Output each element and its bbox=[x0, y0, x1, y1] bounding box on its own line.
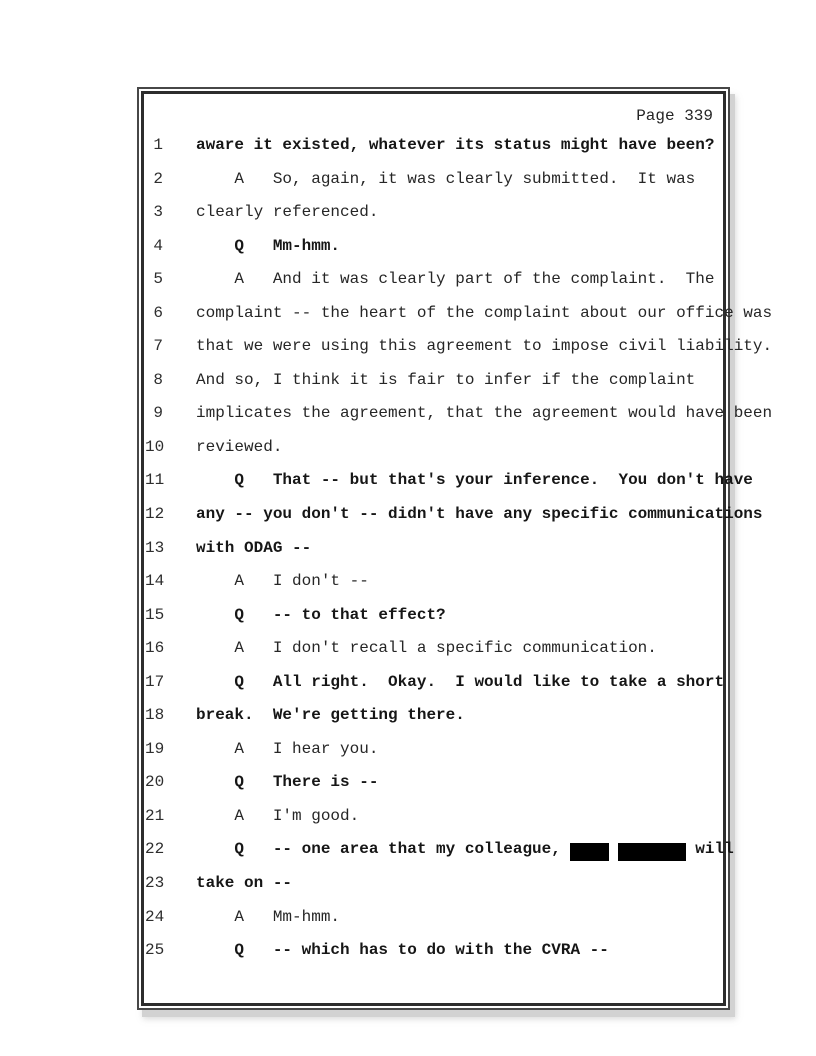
line-number: 19 bbox=[145, 739, 165, 758]
transcript-line-1 bbox=[144, 136, 723, 170]
line-text: A I don't recall a specific communication. bbox=[196, 639, 657, 658]
speaker-label: Q bbox=[196, 773, 273, 792]
line-text: Q -- one area that my colleague, will bbox=[196, 840, 734, 858]
line-text: Q There is -- bbox=[196, 773, 379, 792]
line-number: 25 bbox=[145, 941, 165, 960]
speaker-label: Q bbox=[196, 236, 273, 255]
speaker-label: A bbox=[196, 806, 273, 825]
line-number: 14 bbox=[145, 572, 165, 591]
speaker-label: Q bbox=[196, 941, 273, 960]
transcript-line-9 bbox=[144, 404, 773, 438]
transcript-line-25 bbox=[144, 941, 723, 975]
transcript-line-10 bbox=[144, 438, 723, 472]
transcript-line-23 bbox=[144, 874, 723, 908]
line-number: 5 bbox=[153, 270, 163, 289]
redaction-box bbox=[570, 843, 608, 861]
line-text: A I hear you. bbox=[196, 739, 379, 758]
transcript-lines bbox=[144, 136, 773, 975]
line-number: 8 bbox=[153, 370, 163, 389]
line-number: 2 bbox=[153, 169, 163, 188]
line-text: that we were using this agreement to impose civil liability. bbox=[196, 337, 773, 356]
line-number: 16 bbox=[145, 639, 165, 658]
line-number: 9 bbox=[153, 404, 163, 423]
line-text: Q All right. Okay. I would like to take a short bbox=[196, 672, 725, 691]
line-number: 22 bbox=[145, 840, 165, 859]
line-text: clearly referenced. bbox=[196, 203, 379, 222]
line-number: 6 bbox=[153, 303, 163, 322]
line-text: A I'm good. bbox=[196, 806, 360, 825]
line-number: 4 bbox=[153, 236, 163, 255]
line-number: 15 bbox=[145, 605, 165, 624]
transcript-line-6 bbox=[144, 303, 773, 338]
transcript-line-24 bbox=[144, 908, 723, 942]
transcript-line-17 bbox=[144, 673, 723, 707]
speaker-label: A bbox=[196, 169, 273, 188]
line-number: 3 bbox=[153, 203, 163, 222]
line-number: 18 bbox=[145, 706, 165, 725]
speaker-label: A bbox=[196, 572, 273, 591]
transcript-line-3 bbox=[144, 203, 723, 237]
line-text: A Mm-hmm. bbox=[196, 907, 341, 926]
line-text: Q -- to that effect? bbox=[196, 605, 446, 624]
transcript-line-4 bbox=[144, 237, 723, 271]
speaker-label: A bbox=[196, 639, 273, 658]
transcript-line-8 bbox=[144, 371, 723, 405]
line-text: break. We're getting there. bbox=[196, 706, 465, 725]
line-text: A And it was clearly part of the complaint. The bbox=[196, 270, 715, 289]
line-text: any -- you don't -- didn't have any specific communications bbox=[196, 505, 763, 524]
line-text: Q Mm-hmm. bbox=[196, 236, 341, 255]
transcript-line-19 bbox=[144, 740, 723, 774]
line-text: And so, I think it is fair to infer if the complaint bbox=[196, 370, 696, 389]
redaction-box bbox=[618, 843, 685, 861]
transcript-frame bbox=[137, 87, 773, 1010]
transcript-line-11 bbox=[144, 471, 753, 505]
line-number: 24 bbox=[145, 907, 165, 926]
transcript-line-13 bbox=[144, 539, 723, 573]
line-text: take on -- bbox=[196, 874, 293, 893]
line-number: 20 bbox=[145, 773, 165, 792]
line-text: Q -- which has to do with the CVRA -- bbox=[196, 941, 609, 960]
line-text: A So, again, it was clearly submitted. It was bbox=[196, 169, 696, 188]
line-number: 17 bbox=[145, 672, 165, 691]
line-text: complaint -- the heart of the complaint about our office was bbox=[196, 303, 773, 322]
line-text: A I don't -- bbox=[196, 572, 369, 591]
transcript-line-5 bbox=[144, 270, 723, 304]
line-number: 10 bbox=[145, 437, 165, 456]
speaker-label: Q bbox=[196, 840, 273, 859]
line-number: 11 bbox=[145, 471, 165, 490]
line-number: 1 bbox=[153, 136, 163, 154]
transcript-line-20 bbox=[144, 773, 723, 807]
line-text: with ODAG -- bbox=[196, 538, 312, 557]
speaker-label: A bbox=[196, 270, 273, 289]
transcript-line-16 bbox=[144, 639, 723, 673]
line-number: 7 bbox=[153, 337, 163, 356]
speaker-label: Q bbox=[196, 605, 273, 624]
line-text: reviewed. bbox=[196, 437, 283, 456]
speaker-label: Q bbox=[196, 672, 273, 691]
transcript-line-21 bbox=[144, 807, 723, 841]
line-number: 23 bbox=[145, 874, 165, 893]
speaker-label: A bbox=[196, 739, 273, 758]
line-number: 12 bbox=[145, 505, 165, 524]
transcript-line-7 bbox=[144, 337, 773, 371]
line-text: aware it existed, whatever its status might have been? bbox=[196, 136, 715, 154]
line-text: implicates the agreement, that the agreement would have been bbox=[196, 404, 773, 423]
frame-inner-border bbox=[141, 91, 773, 1006]
transcript-line-2 bbox=[144, 170, 723, 204]
line-number: 21 bbox=[145, 806, 165, 825]
speaker-label: A bbox=[196, 907, 273, 926]
line-number: 13 bbox=[145, 538, 165, 557]
transcript-line-22 bbox=[144, 840, 734, 874]
page-number-label: Page 339 bbox=[636, 107, 713, 125]
transcript-line-12 bbox=[144, 505, 763, 539]
speaker-label: Q bbox=[196, 471, 273, 490]
line-text: Q That -- but that's your inference. You don't have bbox=[196, 471, 753, 490]
transcript-line-15 bbox=[144, 606, 723, 640]
transcript-line-14 bbox=[144, 572, 723, 606]
transcript-line-18 bbox=[144, 706, 723, 740]
